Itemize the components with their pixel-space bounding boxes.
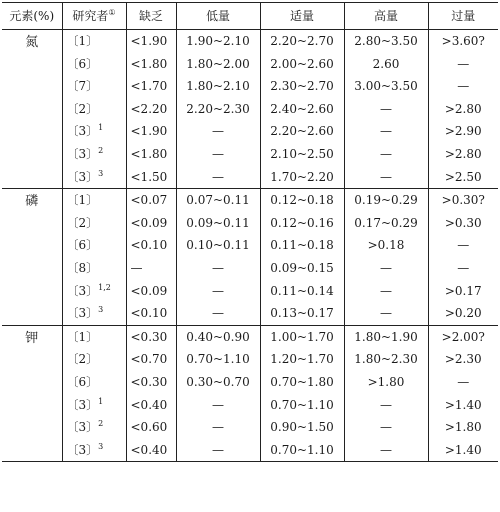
- table-row: [2, 394, 498, 417]
- table-row: [2, 166, 498, 189]
- table-row: [2, 325, 498, 348]
- deficient-cell: <1.80: [126, 143, 176, 166]
- adequate-cell: 0.11~0.18: [260, 234, 344, 257]
- low-cell: —: [176, 257, 260, 280]
- high-cell: —: [344, 302, 428, 325]
- researcher-ref: 〔3〕: [66, 442, 99, 457]
- high-cell: —: [344, 257, 428, 280]
- adequate-cell: 1.70~2.20: [260, 166, 344, 189]
- low-cell: —: [176, 166, 260, 189]
- researcher-ref: 〔1〕: [66, 193, 99, 208]
- researcher-ref: 〔3〕: [66, 397, 99, 412]
- researcher-ref: 〔3〕: [66, 146, 99, 161]
- table-row: [2, 212, 498, 235]
- adequate-cell: 0.70~1.80: [260, 371, 344, 394]
- excess-cell: >1.40: [428, 439, 498, 462]
- researcher-ref: 〔3〕: [66, 420, 99, 435]
- researcher-ref: 〔2〕: [66, 352, 99, 367]
- nutrient-level-table: [2, 2, 498, 462]
- adequate-cell: 0.12~0.18: [260, 189, 344, 212]
- deficient-cell: <0.10: [126, 234, 176, 257]
- researcher-ref: 〔1〕: [66, 329, 99, 344]
- researcher-ref: 〔2〕: [66, 215, 99, 230]
- researcher-ref-superscript: 1: [98, 123, 104, 133]
- excess-cell: —: [428, 371, 498, 394]
- excess-cell: >0.30?: [428, 189, 498, 212]
- high-cell: 2.60: [344, 53, 428, 76]
- low-cell: —: [176, 120, 260, 143]
- deficient-cell: <1.90: [126, 120, 176, 143]
- excess-cell: >2.80: [428, 98, 498, 121]
- adequate-cell: 2.20~2.70: [260, 30, 344, 53]
- low-cell: 2.20~2.30: [176, 98, 260, 121]
- high-cell: —: [344, 98, 428, 121]
- table-row: [2, 143, 498, 166]
- researcher-ref: 〔3〕: [66, 283, 99, 298]
- table-row: [2, 439, 498, 462]
- excess-cell: >0.20: [428, 302, 498, 325]
- low-cell: —: [176, 143, 260, 166]
- deficient-cell: <0.07: [126, 189, 176, 212]
- researcher-ref: 〔6〕: [66, 56, 99, 71]
- low-cell: 0.40~0.90: [176, 325, 260, 348]
- researcher-cell: [62, 189, 126, 212]
- header-researcher-label: 研究者: [72, 9, 109, 23]
- excess-cell: >1.40: [428, 394, 498, 417]
- adequate-cell: 0.11~0.14: [260, 280, 344, 303]
- researcher-ref: 〔3〕: [66, 124, 99, 139]
- excess-cell: —: [428, 257, 498, 280]
- researcher-ref-superscript: 1,2: [98, 282, 111, 292]
- header-low: 低量: [176, 3, 260, 30]
- adequate-cell: 2.30~2.70: [260, 75, 344, 98]
- table-row: [2, 257, 498, 280]
- researcher-cell: [62, 234, 126, 257]
- high-cell: 2.80~3.50: [344, 30, 428, 53]
- deficient-cell: <1.80: [126, 53, 176, 76]
- deficient-cell: <1.90: [126, 30, 176, 53]
- researcher-ref-superscript: 2: [98, 419, 104, 429]
- adequate-cell: 2.00~2.60: [260, 53, 344, 76]
- table-row: [2, 53, 498, 76]
- deficient-cell: <0.30: [126, 371, 176, 394]
- high-cell: 1.80~2.30: [344, 348, 428, 371]
- researcher-cell: [62, 98, 126, 121]
- researcher-cell: [62, 348, 126, 371]
- element-group: [2, 189, 498, 326]
- element-group: [2, 30, 498, 189]
- excess-cell: >0.30: [428, 212, 498, 235]
- excess-cell: >0.17: [428, 280, 498, 303]
- researcher-cell: [62, 120, 126, 143]
- table-row: [2, 280, 498, 303]
- high-cell: —: [344, 280, 428, 303]
- low-cell: 0.30~0.70: [176, 371, 260, 394]
- researcher-ref-superscript: 1: [98, 396, 104, 406]
- adequate-cell: 0.70~1.10: [260, 439, 344, 462]
- header-row: [2, 3, 498, 30]
- table-row: [2, 98, 498, 121]
- researcher-cell: [62, 280, 126, 303]
- high-cell: —: [344, 416, 428, 439]
- researcher-ref: 〔6〕: [66, 238, 99, 253]
- excess-cell: >3.60?: [428, 30, 498, 53]
- researcher-cell: [62, 325, 126, 348]
- researcher-ref-superscript: 2: [98, 145, 104, 155]
- researcher-cell: [62, 439, 126, 462]
- low-cell: —: [176, 302, 260, 325]
- low-cell: —: [176, 439, 260, 462]
- table-row: [2, 416, 498, 439]
- low-cell: 0.07~0.11: [176, 189, 260, 212]
- researcher-ref: 〔6〕: [66, 374, 99, 389]
- high-cell: 1.80~1.90: [344, 325, 428, 348]
- excess-cell: >2.50: [428, 166, 498, 189]
- low-cell: 0.70~1.10: [176, 348, 260, 371]
- deficient-cell: <0.09: [126, 280, 176, 303]
- low-cell: —: [176, 280, 260, 303]
- deficient-cell: <0.70: [126, 348, 176, 371]
- excess-cell: —: [428, 75, 498, 98]
- element-cell: 磷: [25, 194, 39, 210]
- header-element: 元素(%): [9, 9, 55, 23]
- researcher-ref: 〔7〕: [66, 79, 99, 94]
- table-row: [2, 302, 498, 325]
- header-note-mark: ①: [108, 8, 116, 17]
- table-row: [2, 189, 498, 212]
- table-row: [2, 75, 498, 98]
- researcher-cell: [62, 75, 126, 98]
- researcher-cell: [62, 371, 126, 394]
- adequate-cell: 0.12~0.16: [260, 212, 344, 235]
- researcher-ref-superscript: 3: [98, 305, 104, 315]
- table-row: [2, 371, 498, 394]
- high-cell: 0.19~0.29: [344, 189, 428, 212]
- deficient-cell: <0.60: [126, 416, 176, 439]
- excess-cell: —: [428, 53, 498, 76]
- high-cell: —: [344, 394, 428, 417]
- researcher-cell: [62, 212, 126, 235]
- researcher-cell: [62, 302, 126, 325]
- adequate-cell: 0.70~1.10: [260, 394, 344, 417]
- high-cell: —: [344, 439, 428, 462]
- table-row: [2, 348, 498, 371]
- deficient-cell: <1.50: [126, 166, 176, 189]
- header-researcher: [62, 3, 126, 30]
- deficient-cell: <0.30: [126, 325, 176, 348]
- excess-cell: >1.80: [428, 416, 498, 439]
- low-cell: 0.10~0.11: [176, 234, 260, 257]
- element-group: [2, 325, 498, 462]
- deficient-cell: <0.40: [126, 394, 176, 417]
- adequate-cell: 0.09~0.15: [260, 257, 344, 280]
- excess-cell: >2.30: [428, 348, 498, 371]
- high-cell: 3.00~3.50: [344, 75, 428, 98]
- researcher-ref: 〔3〕: [66, 169, 99, 184]
- researcher-ref: 〔1〕: [66, 34, 99, 48]
- excess-cell: >2.00?: [428, 325, 498, 348]
- excess-cell: >2.80: [428, 143, 498, 166]
- table-row: [2, 30, 498, 53]
- researcher-cell: [62, 30, 126, 53]
- table-row: [2, 234, 498, 257]
- adequate-cell: 2.20~2.60: [260, 120, 344, 143]
- excess-cell: >2.90: [428, 120, 498, 143]
- low-cell: 0.09~0.11: [176, 212, 260, 235]
- low-cell: 1.80~2.00: [176, 53, 260, 76]
- low-cell: 1.80~2.10: [176, 75, 260, 98]
- researcher-cell: [62, 257, 126, 280]
- header-high: 高量: [344, 3, 428, 30]
- high-cell: —: [344, 143, 428, 166]
- researcher-cell: [62, 416, 126, 439]
- deficient-cell: —: [126, 257, 176, 280]
- table-row: [2, 120, 498, 143]
- deficient-cell: <0.10: [126, 302, 176, 325]
- high-cell: >1.80: [344, 371, 428, 394]
- header-deficient: 缺乏: [126, 3, 176, 30]
- high-cell: —: [344, 166, 428, 189]
- excess-cell: —: [428, 234, 498, 257]
- deficient-cell: <0.09: [126, 212, 176, 235]
- high-cell: —: [344, 120, 428, 143]
- researcher-cell: [62, 53, 126, 76]
- researcher-cell: [62, 166, 126, 189]
- high-cell: 0.17~0.29: [344, 212, 428, 235]
- adequate-cell: 2.40~2.60: [260, 98, 344, 121]
- high-cell: >0.18: [344, 234, 428, 257]
- researcher-ref-superscript: 3: [98, 168, 104, 178]
- deficient-cell: <1.70: [126, 75, 176, 98]
- header-adequate: 适量: [260, 3, 344, 30]
- adequate-cell: 0.13~0.17: [260, 302, 344, 325]
- adequate-cell: 2.10~2.50: [260, 143, 344, 166]
- researcher-cell: [62, 394, 126, 417]
- adequate-cell: 0.90~1.50: [260, 416, 344, 439]
- element-cell: 钾: [25, 330, 39, 346]
- low-cell: 1.90~2.10: [176, 30, 260, 53]
- researcher-ref: 〔8〕: [66, 260, 99, 275]
- header-excess: 过量: [428, 3, 498, 30]
- low-cell: —: [176, 394, 260, 417]
- researcher-ref: 〔3〕: [66, 306, 99, 321]
- researcher-ref: 〔2〕: [66, 101, 99, 116]
- deficient-cell: <2.20: [126, 98, 176, 121]
- adequate-cell: 1.20~1.70: [260, 348, 344, 371]
- adequate-cell: 1.00~1.70: [260, 325, 344, 348]
- researcher-ref-superscript: 3: [98, 441, 104, 451]
- deficient-cell: <0.40: [126, 439, 176, 462]
- researcher-cell: [62, 143, 126, 166]
- element-cell: 氮: [25, 35, 39, 50]
- low-cell: —: [176, 416, 260, 439]
